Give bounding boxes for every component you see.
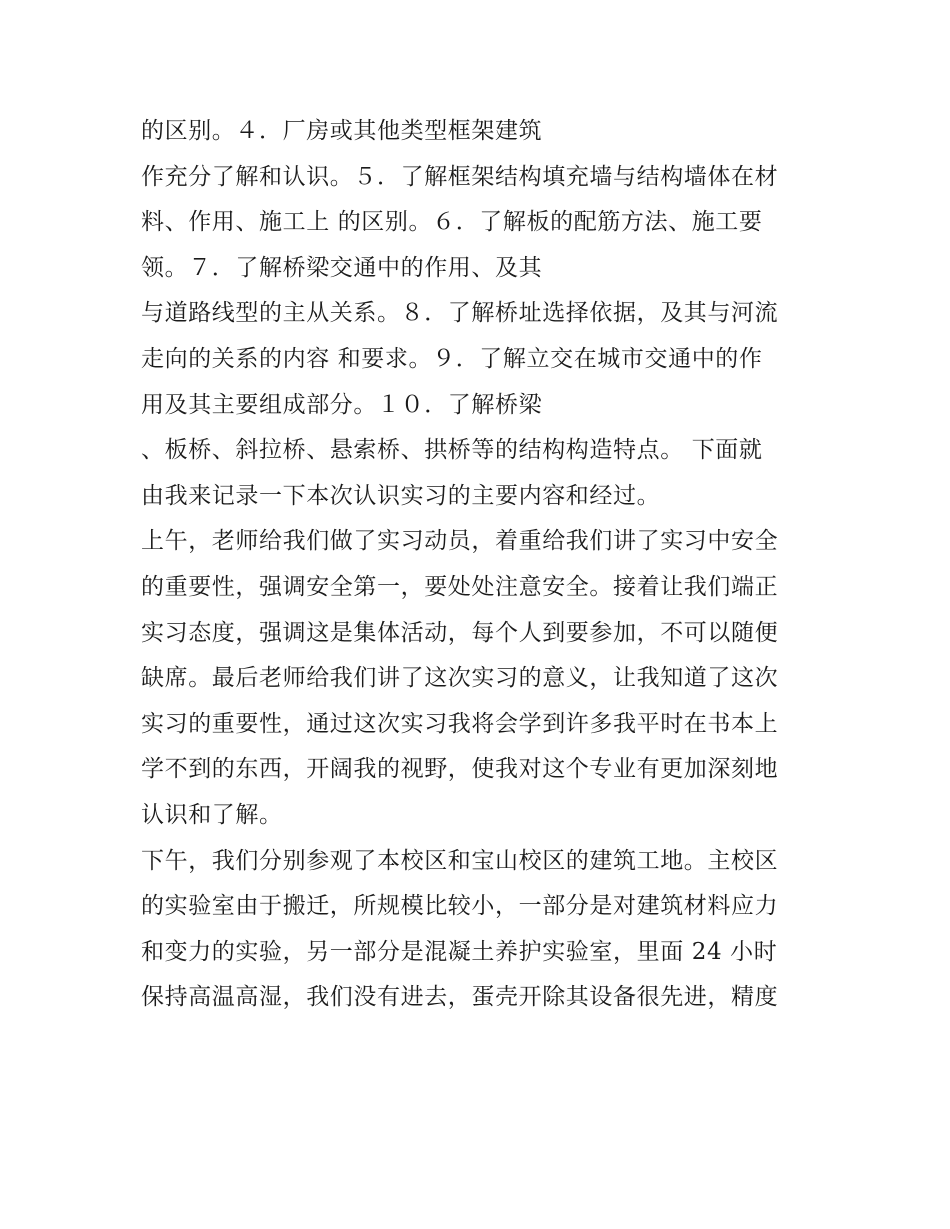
text-line: 领。７．了解桥梁交通中的作用、及其	[141, 254, 543, 281]
body-text	[141, 109, 831, 1021]
text-line: 保持高温高湿，我们没有进去，蛋壳开除其设备很先进，精度	[141, 984, 779, 1011]
text-line: 缺席。最后老师给我们讲了这次实习的意义，让我知道了这次	[141, 665, 779, 692]
text-line: 走向的关系的内容 和要求。９．了解立交在城市交通中的作	[141, 345, 763, 372]
text-line: 、板桥、斜拉桥、悬索桥、拱桥等的结构构造特点。 下面就	[141, 437, 763, 464]
text-line: 与道路线型的主从关系。８．了解桥址选择依据，及其与河流	[141, 300, 779, 327]
text-line: 作充分了解和认识。５．了解框架结构填充墙与结构墙体在材	[141, 163, 779, 190]
text-line: 学不到的东西，开阔我的视野，使我对这个专业有更加深刻地	[141, 756, 779, 783]
text-line: 的实验室由于搬迁，所规模比较小，一部分是对建筑材料应力	[141, 893, 779, 920]
text-line: 和变力的实验，另一部分是混凝土养护实验室，里面 24 小时	[141, 938, 778, 965]
text-line: 认识和了解。	[141, 801, 283, 828]
text-line: 用及其主要组成部分。１０．了解桥梁	[141, 391, 543, 418]
text-line: 的重要性，强调安全第一，要处处注意安全。接着让我们端正	[141, 573, 779, 600]
text-line: 实习的重要性，通过这次实习我将会学到许多我平时在书本上	[141, 710, 779, 737]
text-line: 的区别。４．厂房或其他类型框架建筑	[141, 118, 543, 144]
text-line: 实习态度，强调这是集体活动，每个人到要参加，不可以随便	[141, 619, 779, 646]
text-line: 由我来记录一下本次认识实习的主要内容和经过。	[141, 482, 661, 509]
text-line: 下午，我们分别参观了本校区和宝山校区的建筑工地。主校区	[141, 847, 779, 874]
text-line: 料、作用、施工上 的区别。６．了解板的配筋方法、施工要	[141, 209, 763, 236]
text-line: 上午，老师给我们做了实习动员，着重给我们讲了实习中安全	[141, 528, 779, 555]
